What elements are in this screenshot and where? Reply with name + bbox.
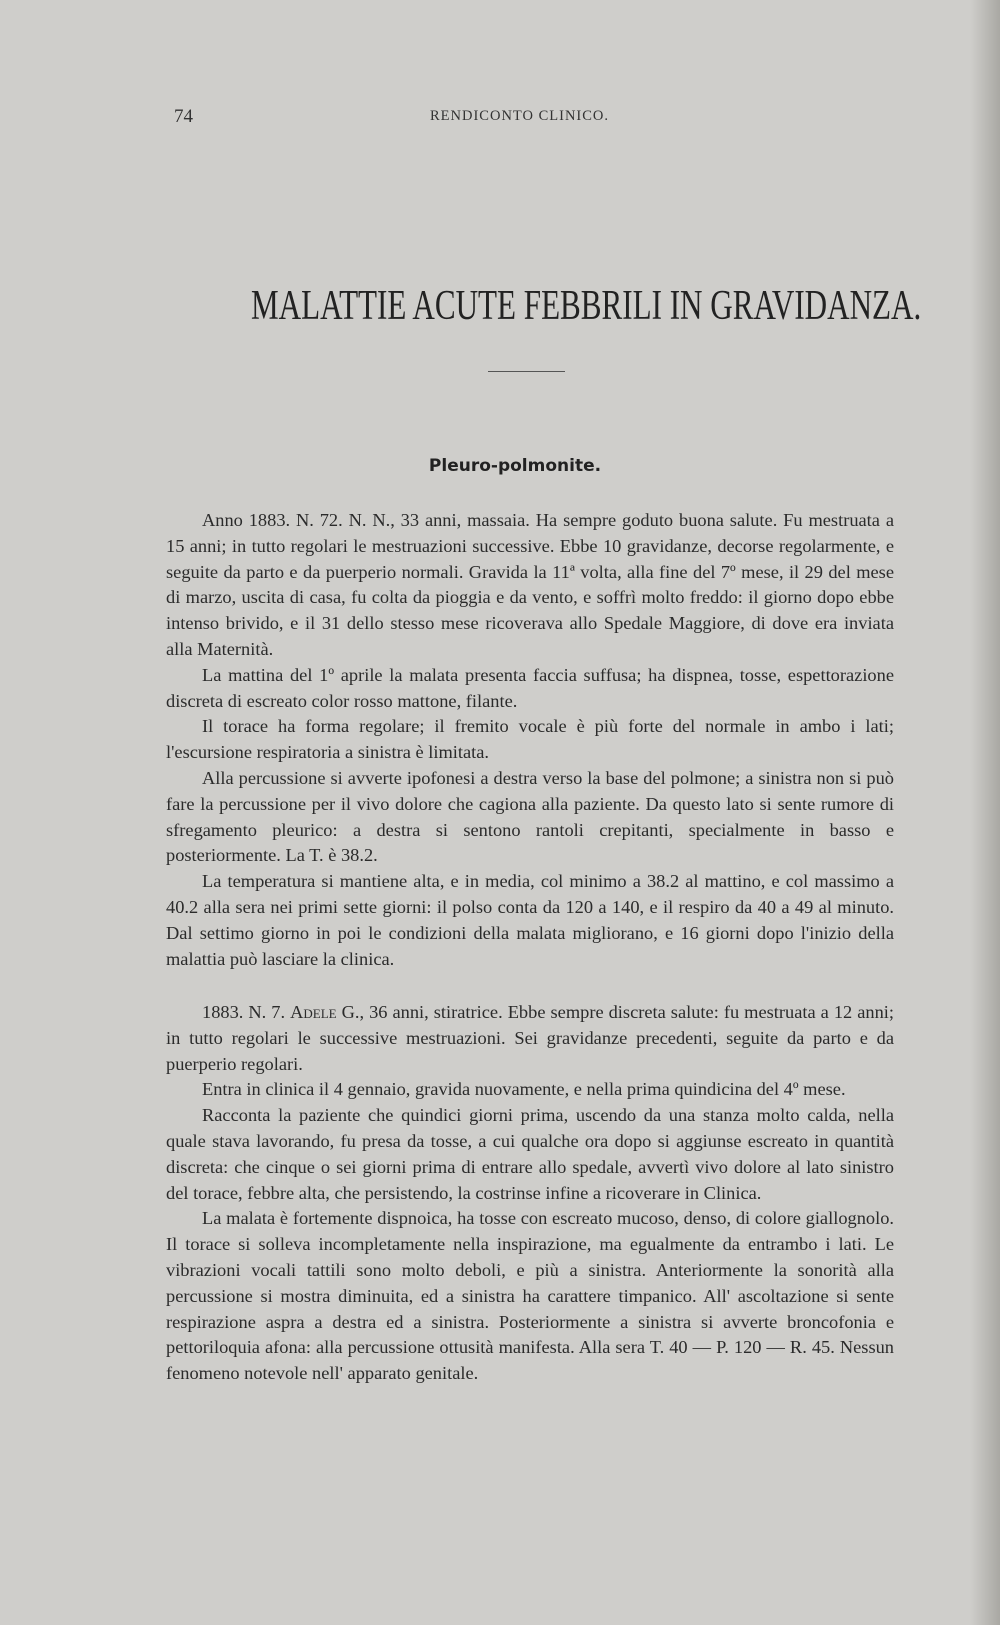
paragraph: La temperatura si mantiene alta, e in media, col minimo a 38.2 al mattino, e col massimo a 40.2 alla sera nei primi sette giorni: il polso conta da 120 a 140, e il respiro da 40 a 49 al minuto. Dal settimo giorno in poi le condizioni della malata migliorano, e 16 giorni dopo l'inizio della malattia può lasciare la clinica. <box>166 871 894 969</box>
case-2-intro-text: , 36 anni, stiratrice. Ebbe sempre discreta salute: fu mestruata a 12 anni; in tutto regolari le successive mestruazioni. Sei gravidanze precedenti, seguite da parto e da puerperio regolari. <box>166 1002 894 1074</box>
paragraph: Anno 1883. N. 72. N. N., 33 anni, massaia. Ha sempre goduto buona salute. Fu mestruata a 15 anni; in tutto regolari le mestruazioni successive. Ebbe 10 gravidanze, decorse regolarmente, e seguite da parto e da puerperio normali. Gravida la 11ª volta, alla fine del 7º mese, il 29 del mese di marzo, uscita di casa, fu colta da pioggia e da vento, e soffrì molto freddo: il giorno dopo ebbe intenso brivido, e il 31 dello stesso mese ricoverava allo Spedale Maggiore, di dove era inviata alla Maternità. <box>166 510 894 659</box>
paragraph: La malata è fortemente dispnoica, ha tosse con escreato mucoso, denso, di colore giallognolo. Il torace si solleva incompletamente nella inspirazione, ma egualmente da entrambo i lati. Le vibrazioni vocali tattili sono molto deboli, e più a sinistra. Anteriormente la sonorità alla percussione si mostra diminuita, ed a sinistra ha carattere timpanico. All' ascoltazione si sente respirazione aspra a destra ed a sinistra. Posteriormente a sinistra si avverte broncofonia e pettoriloquia afona: alla percussione ottusità manifesta. Alla sera T. 40 — P. 120 — R. 45. Nessun fenomeno notevole nell' apparato genitale. <box>166 1208 894 1384</box>
case-id: 1883. N. 7. <box>202 1002 286 1022</box>
running-header <box>170 106 830 136</box>
case-1-text <box>166 508 894 972</box>
patient-name: Adele G. <box>290 1002 360 1022</box>
paragraph: La mattina del 1º aprile la malata presenta faccia suffusa; ha dispnea, tosse, espettorazione discreta di escreato color rosso mattone, filante. <box>166 664 894 711</box>
case-2-intro <box>166 1000 894 1077</box>
section-title: MALATTIE ACUTE FEBBRILI IN GRAVIDANZA. <box>251 283 922 329</box>
case-subtitle: Pleuro-polmonite. <box>428 456 602 476</box>
case-2-text <box>166 1000 894 1387</box>
paragraph: Racconta la paziente che quindici giorni prima, uscendo da una stanza molto calda, nella quale stava lavorando, fu presa da tosse, a cui qualche ora dopo si aggiunse escreato in quantità discreta: che cinque o sei giorni prima di entrare allo spedale, avvertì vivo dolore al lato sinistro del torace, febbre alta, che persistendo, la costrinse infine a ricoverare in Clinica. <box>166 1105 894 1203</box>
running-title: RENDICONTO CLINICO. <box>430 108 610 124</box>
title-divider <box>488 371 565 372</box>
page-number: 74 <box>174 106 193 127</box>
page-edge-shadow <box>970 0 1000 1625</box>
paragraph: Alla percussione si avverte ipofonesi a destra verso la base del polmone; a sinistra non si può fare la percussione per il vivo dolore che cagiona alla paziente. Da questo lato si sente rumore di sfregamento pleurico: a destra si sentono rantoli crepitanti, specialmente in basso e posteriormente. La T. è 38.2. <box>166 767 894 866</box>
paragraph: Il torace ha forma regolare; il fremito vocale è più forte del normale in ambo i lati; l'escursione respiratoria a sinistra è limitata. <box>166 716 894 763</box>
paragraph: Entra in clinica il 4 gennaio, gravida nuovamente, e nella prima quindicina del 4º mese. <box>202 1079 846 1100</box>
